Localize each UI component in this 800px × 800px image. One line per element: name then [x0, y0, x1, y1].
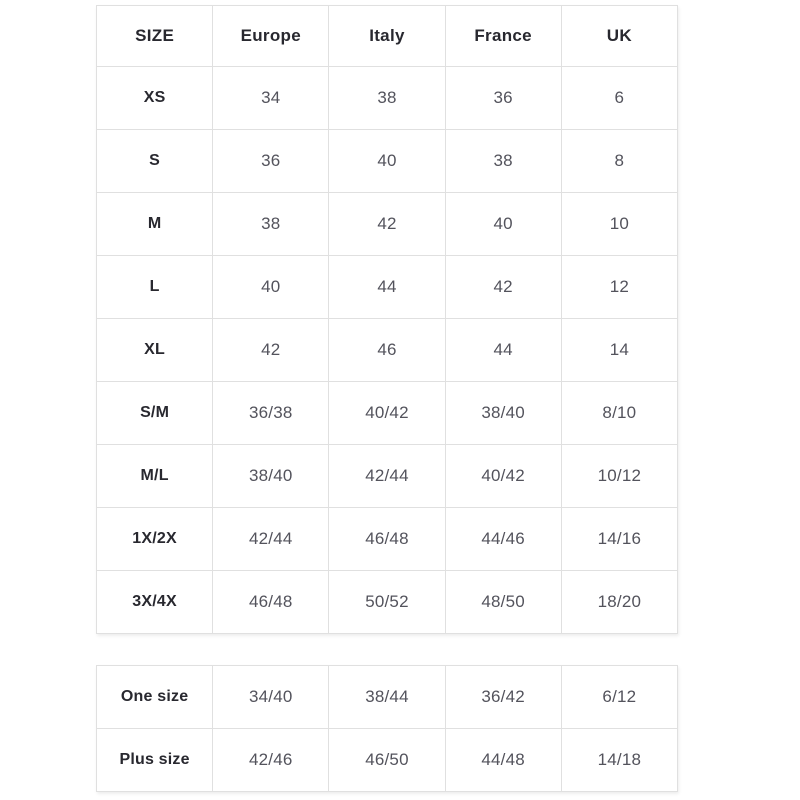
size-value-cell: 10 — [561, 193, 677, 256]
column-header-size: SIZE — [97, 6, 213, 67]
size-value-cell: 46/50 — [329, 729, 445, 792]
table-row — [97, 130, 678, 193]
size-label-cell: XL — [97, 319, 213, 382]
size-value-cell: 14/16 — [561, 508, 677, 571]
size-value-cell: 8/10 — [561, 382, 677, 445]
column-header-uk: UK — [561, 6, 677, 67]
size-conversion-table — [96, 5, 678, 634]
table-row — [97, 256, 678, 319]
size-value-cell: 42/46 — [213, 729, 329, 792]
size-value-cell: 42 — [445, 256, 561, 319]
size-value-cell: 6/12 — [561, 666, 677, 729]
size-value-cell: 10/12 — [561, 445, 677, 508]
size-value-cell: 14/18 — [561, 729, 677, 792]
special-sizes-table-body — [97, 666, 678, 792]
table-row — [97, 319, 678, 382]
size-value-cell: 42 — [213, 319, 329, 382]
size-value-cell: 42 — [329, 193, 445, 256]
size-value-cell: 36/38 — [213, 382, 329, 445]
size-label-cell: M — [97, 193, 213, 256]
size-table-body — [97, 67, 678, 634]
size-value-cell: 38/40 — [445, 382, 561, 445]
size-value-cell: 50/52 — [329, 571, 445, 634]
size-value-cell: 46/48 — [213, 571, 329, 634]
size-label-cell: S/M — [97, 382, 213, 445]
size-label-cell: L — [97, 256, 213, 319]
size-value-cell: 40 — [329, 130, 445, 193]
size-value-cell: 34 — [213, 67, 329, 130]
size-value-cell: 44/46 — [445, 508, 561, 571]
size-value-cell: 42/44 — [213, 508, 329, 571]
size-value-cell: 40/42 — [329, 382, 445, 445]
size-value-cell: 38/40 — [213, 445, 329, 508]
size-value-cell: 40 — [213, 256, 329, 319]
size-label-cell: One size — [97, 666, 213, 729]
size-value-cell: 38 — [329, 67, 445, 130]
size-label-cell: Plus size — [97, 729, 213, 792]
size-value-cell: 46 — [329, 319, 445, 382]
column-header-france: France — [445, 6, 561, 67]
size-value-cell: 40/42 — [445, 445, 561, 508]
size-value-cell: 14 — [561, 319, 677, 382]
size-value-cell: 6 — [561, 67, 677, 130]
column-header-italy: Italy — [329, 6, 445, 67]
size-value-cell: 12 — [561, 256, 677, 319]
size-value-cell: 40 — [445, 193, 561, 256]
size-value-cell: 44/48 — [445, 729, 561, 792]
table-row — [97, 193, 678, 256]
size-value-cell: 38 — [445, 130, 561, 193]
table-row — [97, 571, 678, 634]
size-value-cell: 48/50 — [445, 571, 561, 634]
size-value-cell: 8 — [561, 130, 677, 193]
size-value-cell: 38 — [213, 193, 329, 256]
size-label-cell: XS — [97, 67, 213, 130]
table-row — [97, 67, 678, 130]
size-table-header — [97, 6, 678, 67]
size-label-cell: 1X/2X — [97, 508, 213, 571]
size-value-cell: 38/44 — [329, 666, 445, 729]
size-value-cell: 34/40 — [213, 666, 329, 729]
column-header-europe: Europe — [213, 6, 329, 67]
size-value-cell: 36 — [445, 67, 561, 130]
size-value-cell: 36/42 — [445, 666, 561, 729]
table-row — [97, 508, 678, 571]
special-sizes-table — [96, 665, 678, 792]
table-row — [97, 666, 678, 729]
table-row — [97, 382, 678, 445]
size-label-cell: S — [97, 130, 213, 193]
size-value-cell: 46/48 — [329, 508, 445, 571]
size-label-cell: M/L — [97, 445, 213, 508]
size-value-cell: 36 — [213, 130, 329, 193]
header-row — [97, 6, 678, 67]
size-value-cell: 44 — [329, 256, 445, 319]
size-value-cell: 18/20 — [561, 571, 677, 634]
size-value-cell: 44 — [445, 319, 561, 382]
size-value-cell: 42/44 — [329, 445, 445, 508]
table-row — [97, 729, 678, 792]
size-label-cell: 3X/4X — [97, 571, 213, 634]
table-row — [97, 445, 678, 508]
